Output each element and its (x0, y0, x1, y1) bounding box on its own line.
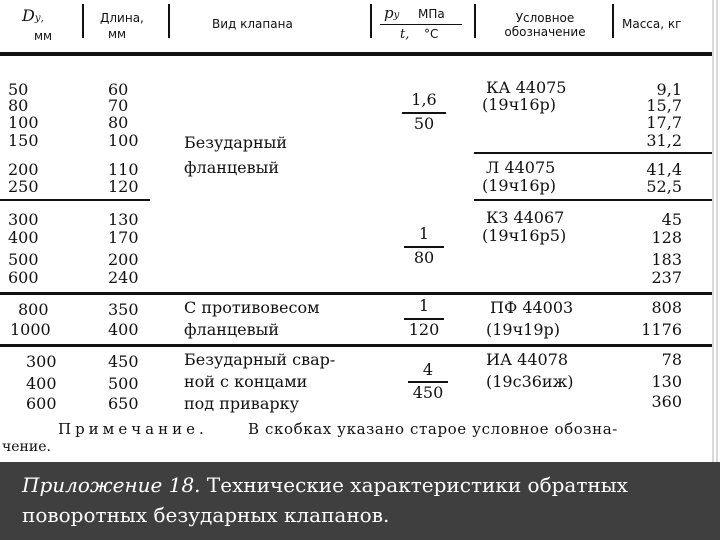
note-continuation: чение. (2, 439, 51, 455)
g3-temp: 120 (408, 320, 440, 339)
g4-dy-2: 400 (26, 374, 57, 393)
g4-kind-3: под приварку (184, 394, 300, 413)
header-sep-5 (612, 4, 614, 38)
g3-kind-1: С противовесом (184, 298, 320, 317)
page-edge-1 (712, 0, 714, 540)
g3-des-a: ПФ 44003 (490, 298, 574, 317)
g1-rule-right (474, 199, 712, 201)
header-designation-2: обозначение (504, 25, 586, 39)
caption-label: Приложение 18. (22, 473, 201, 497)
g1-des-2b: (19ч16р) (482, 176, 557, 195)
g1-rule-left (0, 199, 150, 201)
g3-rule (0, 344, 712, 347)
g2-len-4: 240 (108, 268, 139, 287)
g4-len-2: 500 (108, 374, 139, 393)
g2-des-a: КЗ 44067 (486, 208, 565, 227)
header-dy: Dу, (22, 6, 44, 25)
g2-dy-2: 400 (8, 228, 39, 247)
header-temp-unit: °С (424, 27, 439, 41)
g2-temp: 80 (413, 248, 435, 267)
header-pressure: pу (384, 4, 400, 22)
g1-dy-2: 80 (8, 96, 29, 115)
g3-kind-2: фланцевый (184, 320, 280, 339)
g2-len-1: 130 (108, 210, 139, 229)
g3-mass-1: 808 (651, 298, 682, 317)
g4-dy-3: 600 (26, 394, 57, 413)
g1-len-5: 110 (108, 160, 139, 179)
g1-dy-5: 200 (8, 160, 39, 179)
g4-des-a: ИА 44078 (486, 350, 569, 369)
g1-mass-3: 17,7 (646, 113, 682, 132)
header-sep-4 (474, 4, 476, 38)
g1-mass-5: 41,4 (646, 160, 682, 179)
g2-len-3: 200 (108, 250, 139, 269)
g4-temp: 450 (412, 383, 444, 402)
page-edge-2 (716, 0, 718, 540)
g1-des-split (474, 152, 712, 154)
header-temp: t, (400, 27, 410, 42)
header-sep-1 (82, 4, 84, 38)
note-text: В скобках указано старое условное обозна- (248, 420, 618, 438)
g1-len-3: 80 (108, 113, 129, 132)
g1-des-1a: КА 44075 (486, 78, 567, 97)
g1-kind-1: Безударный (184, 133, 288, 152)
header-sep-3 (370, 4, 372, 38)
g2-mass-2: 128 (651, 228, 682, 247)
g3-dy-2: 1000 (10, 320, 51, 339)
header-rule (0, 52, 712, 56)
g4-kind-2: ной с концами (184, 372, 308, 391)
g2-len-2: 170 (108, 228, 139, 247)
g1-dy-4: 150 (8, 131, 39, 150)
g1-dy-3: 100 (8, 113, 39, 132)
header-designation: Условное (515, 11, 575, 25)
g4-mass-2: 130 (651, 372, 682, 391)
g1-temp: 50 (413, 114, 435, 133)
g1-mass-6: 52,5 (646, 177, 682, 196)
g3-dy-1: 800 (18, 300, 49, 319)
g1-des-2a: Л 44075 (486, 158, 556, 177)
header-dy-unit: мм (34, 29, 53, 43)
g4-len-1: 450 (108, 352, 139, 371)
g1-mass-4: 31,2 (646, 131, 682, 150)
header-mass: Масса, кг (622, 17, 682, 31)
g4-len-3: 650 (108, 394, 139, 413)
g2-dy-1: 300 (8, 210, 39, 229)
g1-len-6: 120 (108, 177, 139, 196)
g1-kind-2: фланцевый (184, 158, 280, 177)
g3-len-2: 400 (108, 320, 139, 339)
header-pressure-unit: МПа (418, 7, 445, 21)
g3-mass-2: 1176 (641, 320, 682, 339)
g2-pressure: 1 (418, 224, 430, 243)
g2-des-b: (19ч16р5) (482, 226, 567, 245)
g4-dy-1: 300 (26, 352, 57, 371)
g3-des-b: (19ч19р) (486, 320, 561, 339)
g3-pressure: 1 (418, 296, 430, 315)
note-label: Примечание. (58, 420, 208, 438)
slide-caption (22, 470, 712, 530)
g2-dy-3: 500 (8, 250, 39, 269)
g1-pressure: 1,6 (411, 90, 437, 109)
g1-len-4: 100 (108, 131, 139, 150)
g2-mass-1: 45 (661, 210, 682, 229)
g3-len-1: 350 (108, 300, 139, 319)
g1-len-2: 70 (108, 96, 129, 115)
header-fraction-line (380, 24, 462, 25)
header-kind: Вид клапана (212, 17, 293, 31)
g2-mass-3: 183 (651, 250, 682, 269)
g2-dy-4: 600 (8, 268, 39, 287)
header-length-unit: мм (108, 27, 127, 41)
header-length: Длина, (100, 11, 144, 25)
g4-mass-3: 360 (651, 392, 682, 411)
header-sep-2 (168, 4, 170, 38)
caption-text: Технические характеристики обратных поворотных безударных клапанов. (22, 473, 628, 527)
g1-mass-1: 9,1 (656, 80, 682, 99)
g4-mass-1: 78 (661, 350, 682, 369)
g4-des-b: (19с36иж) (486, 372, 574, 391)
g1-dy-1: 50 (8, 80, 29, 99)
g1-des-1b: (19ч16р) (482, 95, 557, 114)
g2-mass-4: 237 (651, 268, 682, 287)
g1-len-1: 60 (108, 80, 129, 99)
g1-mass-2: 15,7 (646, 96, 682, 115)
g4-kind-1: Безударный свар- (184, 350, 336, 369)
g2-rule (0, 292, 712, 295)
g1-dy-6: 250 (8, 177, 39, 196)
g4-pressure: 4 (422, 360, 434, 379)
